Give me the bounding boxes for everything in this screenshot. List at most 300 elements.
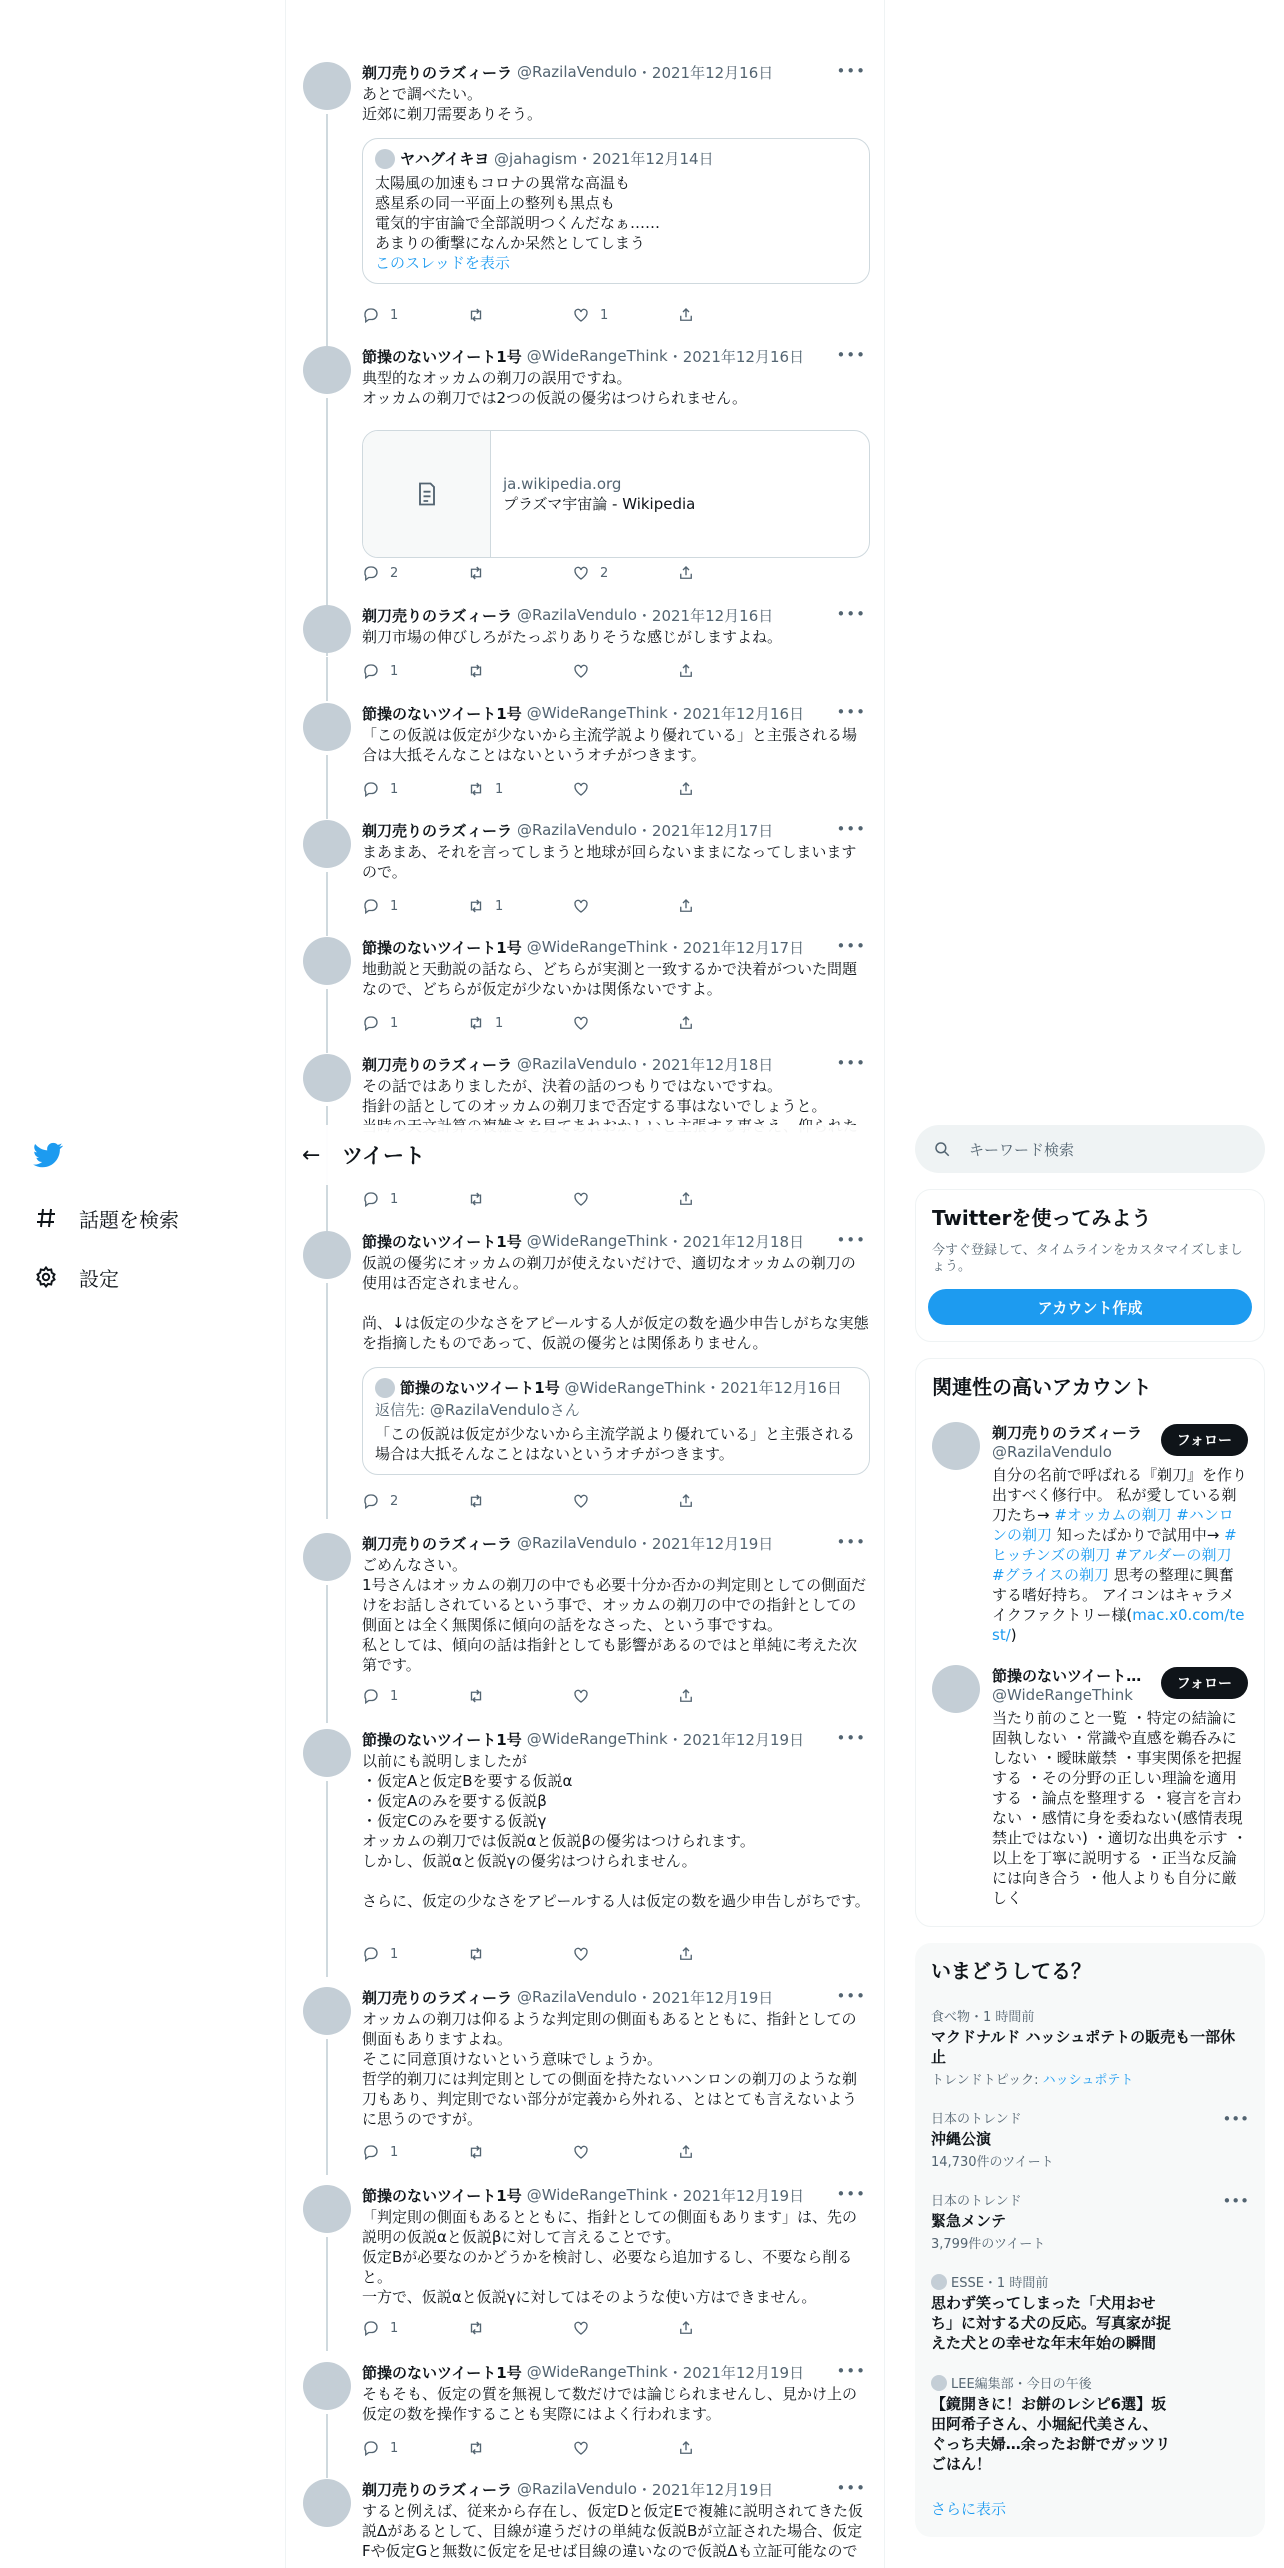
retweet-icon [467,2319,485,2337]
reply-button[interactable] [362,304,467,326]
related-accounts-title: 関連性の高いアカウント [932,1375,1152,1399]
more-icon[interactable]: ••• [836,605,866,623]
tweet-text: あとで調べたい。 近郊に剃刀需要ありそう。 [362,85,543,123]
trend-meta: ESSE・1 時間前 [951,2276,1049,2291]
share-icon [677,780,695,798]
avatar[interactable] [303,2479,351,2527]
trend-count: 14,730件のツイート [931,2155,1054,2170]
reply-button[interactable] [362,1188,467,1210]
author-handle[interactable]: @RazilaVendulo [517,63,637,81]
trend-count: 3,799件のツイート [931,2237,1046,2252]
avatar[interactable] [303,1231,351,1279]
tweet-date[interactable]: 2021年12月19日 [651,2480,774,2499]
like-button[interactable] [572,1943,677,1965]
more-icon[interactable]: ••• [836,1054,866,1072]
author-handle[interactable]: @WideRangeThink [526,704,668,722]
reply-count: 1 [390,781,399,797]
tweet-text: そもそも、仮定の質を無視して数だけでは論じられませんし、見かけ上の仮定の数を操作することも実際にはよく行われます。 [362,2385,858,2423]
share-button[interactable] [677,660,782,682]
author-name[interactable]: 節操のないツイート1号 [362,938,522,957]
retweet-icon [467,897,485,915]
thread-line [326,872,328,936]
reply-count: 1 [390,663,399,679]
share-button[interactable] [677,562,782,584]
avatar[interactable] [303,346,351,394]
retweet-button[interactable] [467,1012,572,1034]
avatar[interactable] [303,703,351,751]
quote-text: 「この仮説は仮定が少ないから主流学説より優れている」と主張される場合は大抵そんなことはないというオチがつきます。 [375,1425,856,1463]
reply-button[interactable] [362,562,467,584]
more-icon[interactable]: ••• [836,346,866,364]
reply-button[interactable] [362,660,467,682]
trend-meta: 日本のトレンド [931,2194,1022,2209]
tweet-actions [362,304,782,326]
card-domain: ja.wikipedia.org [503,475,622,493]
quote-author-name: 節操のないツイート1号 [400,1379,560,1397]
author-handle[interactable]: @RazilaVendulo [517,821,637,839]
tweet-actions [362,660,782,682]
trend-title: 【鏡開きに！お餅のレシピ6選】坂田阿希子さん、小堀紀代美さん、ぐっち夫婦…余ったお餅でガッツリごはん！ [931,2395,1171,2473]
author-handle[interactable]: @WideRangeThink [526,1232,668,1250]
retweet-button[interactable] [467,778,572,800]
tweet-actions [362,2317,782,2339]
retweet-button[interactable] [467,895,572,917]
author-name[interactable]: 剃刀売りのラズィーラ [362,63,513,82]
like-button[interactable] [572,304,677,326]
reply-icon [362,897,380,915]
trend-meta: 日本のトレンド [931,2112,1022,2127]
avatar [375,1378,395,1398]
thread-line [326,755,328,819]
reply-button[interactable] [362,1685,467,1707]
account-name[interactable]: 剃刀売りのラズィーラ [992,1424,1143,1442]
tweet-text: 仮説の優劣にオッカムの剃刀が使えないだけで、適切なオッカムの剃刀の使用は否定されません。 尚、↓は仮定の少なさをアピールする人が仮定の数を過少申告しがちな実態を指摘したものであって、仮説の優劣とは関係ありません。 [362,1254,869,1352]
follow-button[interactable]: フォロー [1161,1667,1248,1699]
reply-count: 2 [390,1493,399,1509]
author-handle[interactable]: @WideRangeThink [526,2363,668,2381]
search-input[interactable] [915,1125,1265,1173]
avatar[interactable] [303,937,351,985]
author-handle[interactable]: @RazilaVendulo [517,1988,637,2006]
reply-count: 1 [390,2144,399,2160]
thread-line [326,2237,328,2351]
share-icon [677,1190,695,1208]
signup-text: 今すぐ登録して、タイムラインをカスタマイズしましょう。 [932,1243,1243,1274]
share-button[interactable] [677,1012,782,1034]
more-icon[interactable]: ••• [836,1231,866,1249]
tweet-text: ごめんなさい。 1号さんはオッカムの剃刀の中でも必要十分か否かの判定則としての側面だけをお話しされているという事で、オッカムの剃刀の中での指針としての側面とは全く無関係に傾向の話をなさった、という事ですね。 私としては、傾向の話は指針としても影響があるのではと単純に考えた次第です。 [362,1556,867,1674]
heart-icon [572,2439,590,2457]
tweet-date[interactable]: 2021年12月17日 [682,938,805,957]
retweet-count: 1 [495,898,504,914]
reply-icon [362,780,380,798]
author-name[interactable]: 剃刀売りのラズィーラ [362,1534,513,1553]
heart-icon [572,1190,590,1208]
share-button[interactable] [677,304,782,326]
divider-right [884,0,885,2568]
page-title: ツイート [342,1144,425,1168]
avatar[interactable] [303,1533,351,1581]
reply-button[interactable] [362,1490,467,1512]
share-button[interactable] [677,2141,782,2163]
tweet-text: 典型的なオッカムの剃刀の誤用ですね。 オッカムの剃刀では2つの仮説の優劣はつけられません。 [362,369,747,407]
more-icon[interactable]: ••• [836,1533,866,1551]
retweet-button[interactable] [467,1685,572,1707]
document-icon [363,431,491,557]
more-icon[interactable]: ••• [1222,2110,1249,2128]
tweet-text: 「判定則の側面もあるとともに、指針としての側面もあります」は、先の説明の仮説αと仮説βに対して言えることです。 仮定Bが必要なのかどうかを検討し、必要なら追加するし、不要なら削ると。 一方で、仮説αと仮説γに対してはそのような使い方はできません。 [362,2208,858,2306]
author-handle[interactable]: @WideRangeThink [526,347,668,365]
reply-icon [362,662,380,680]
avatar[interactable] [932,1422,980,1470]
like-button[interactable] [572,1490,677,1512]
account-item[interactable] [916,1412,1264,1655]
quote-author-name: ヤハグイキヨ [400,150,490,168]
author-name[interactable]: 剃刀売りのラズィーラ [362,606,513,625]
trend-item[interactable] [915,2262,1265,2363]
thread-line [326,657,328,701]
heart-icon [572,780,590,798]
link-card[interactable] [362,430,870,558]
avatar [375,149,395,169]
account-bio: 当たり前のこと一覧 ・特定の結論に固執しない ・常識や直感を鵜呑みにしない ・曖昧厳禁 ・事実関係を把握する ・その分野の正しい理論を適用する ・論点を整理する ・寝言を言わない ・感情に身を委ねない(感情表現禁止ではない) ・適切な出典を示す ・以上を丁寧に説明する ・正当な反論には向き合う ・他人よりも自分に厳しく [992,1709,1248,1907]
signup-title: Twitterを使ってみよう [932,1206,1152,1230]
author-name[interactable]: 節操のないツイート1号 [362,1730,522,1749]
like-count: 2 [600,565,609,581]
more-icon[interactable]: ••• [836,62,866,80]
sidebar-item-explore[interactable] [33,1201,179,1235]
reply-count: 2 [390,565,399,581]
like-button[interactable] [572,2317,677,2339]
quote-author-handle: @WideRangeThink [564,1379,706,1397]
retweet-icon [467,1945,485,1963]
share-button[interactable] [677,1490,782,1512]
author-handle[interactable]: @WideRangeThink [526,938,668,956]
reply-button[interactable] [362,2437,467,2459]
share-icon [677,564,695,582]
more-icon[interactable]: ••• [836,2362,866,2380]
tweet-date[interactable]: 2021年12月18日 [651,1055,774,1074]
avatar[interactable] [303,1987,351,2035]
share-icon [677,2143,695,2161]
avatar[interactable] [303,820,351,868]
reply-count: 1 [390,1946,399,1962]
share-button[interactable] [677,1685,782,1707]
search-icon [933,1140,951,1158]
author-name[interactable]: 剃刀売りのラズィーラ [362,1055,513,1074]
reply-button[interactable] [362,2317,467,2339]
right-column [915,1125,1265,2537]
author-handle[interactable]: @RazilaVendulo [517,1055,637,1073]
reply-icon [362,1492,380,1510]
avatar[interactable] [303,2362,351,2410]
reply-count: 1 [390,307,399,323]
heart-icon [572,2143,590,2161]
account-handle[interactable]: @WideRangeThink [992,1686,1133,1704]
trends-panel [915,1943,1265,2537]
reply-icon [362,564,380,582]
bio-url-link[interactable]: mac.x0.com/test/ [992,1606,1245,1644]
heart-icon [572,1945,590,1963]
like-button[interactable] [572,660,677,682]
author-name[interactable]: 剃刀売りのラズィーラ [362,2480,513,2499]
retweet-icon [467,780,485,798]
retweet-icon [467,1687,485,1705]
reply-button[interactable] [362,2141,467,2163]
share-button[interactable] [677,2317,782,2339]
retweet-button[interactable] [467,2437,572,2459]
share-icon [677,1687,695,1705]
retweet-button[interactable] [467,1490,572,1512]
tweet-text: 以前にも説明しましたが ・仮定Aと仮定Bを要する仮説α ・仮定Aのみを要する仮説β ・仮定Cのみを要する仮説γ オッカムの剃刀では仮説αと仮説βの優劣はつけられます。 しかし、仮説αと仮説γの優劣はつけられません。 さらに、仮定の少なさをアピールする人は仮定の数を過少申告しがちです。 [362,1752,870,1910]
avatar[interactable] [932,1665,980,1713]
tweet-date[interactable]: 2021年12月17日 [651,821,774,840]
like-button[interactable] [572,1685,677,1707]
retweet-icon [467,1190,485,1208]
tweet-actions [362,1490,782,1512]
author-handle[interactable]: @WideRangeThink [526,2186,668,2204]
reply-count: 1 [390,1688,399,1704]
retweet-button[interactable] [467,562,572,584]
reply-count: 1 [390,2320,399,2336]
tweet-date[interactable]: 2021年12月19日 [651,1534,774,1553]
thread-line [326,2414,328,2478]
like-button[interactable] [572,2141,677,2163]
tweet-actions [362,1012,782,1034]
tweet-actions [362,1188,782,1210]
quoted-tweet[interactable]: ヤハグイキヨ @jahagism ・ 2021年12月14日 太陽風の加速もコロナの異常な高温も 惑星系の同一平面上の整列も黒点も 電気的宇宙論で全部説明つくんだなぁ…… あまりの衝撃になんか呆然としてしまう このスレッドを表示 [362,138,870,284]
tweet-actions [362,562,782,584]
news-source-avatar [931,2375,947,2391]
heart-icon [572,564,590,582]
reply-icon [362,2143,380,2161]
share-button[interactable] [677,1188,782,1210]
reply-icon [362,1945,380,1963]
tweet-actions [362,1685,782,1707]
retweet-button[interactable] [467,2317,572,2339]
heart-icon [572,306,590,324]
thread-line [326,1781,328,1977]
author-name[interactable]: 節操のないツイート1号 [362,347,522,366]
heart-icon [572,897,590,915]
quote-date: 2021年12月16日 [720,1379,842,1397]
share-icon [677,1945,695,1963]
gear-icon [33,1264,59,1290]
reply-icon [362,306,380,324]
heart-icon [572,1687,590,1705]
like-button[interactable] [572,1012,677,1034]
retweet-button[interactable] [467,1943,572,1965]
tweet-text: 「この仮説は仮定が少ないから主流学説より優れている」と主張される場合は大抵そんなことはないというオチがつきます。 [362,726,858,764]
tweet-actions [362,895,782,917]
tweet-text: すると例えば、従来から存在し、仮定Dと仮定Eで複雑に説明されてきた仮説Δがあるとして、目線が違うだけの単純な仮説Βが立証された場合、仮定Fや仮定Gと無数に仮定を足せば目線の違いなので仮説Δも立証可能なので [362,2502,864,2560]
more-icon[interactable]: ••• [836,937,866,955]
thread-line [326,1283,328,1519]
avatar[interactable] [303,1729,351,1777]
trend-title: マクドナルド ハッシュポテトの販売も一部休止 [931,2028,1236,2066]
like-button[interactable] [572,562,677,584]
like-button[interactable] [572,2437,677,2459]
retweet-icon [467,1492,485,1510]
share-button[interactable] [677,895,782,917]
author-name[interactable]: 剃刀売りのラズィーラ [362,821,513,840]
follow-button[interactable]: フォロー [1161,1424,1248,1456]
trend-meta: 食べ物・1 時間前 [931,2010,1035,2025]
back-arrow-icon[interactable]: ← [302,1142,321,1168]
sidebar-item-settings[interactable] [33,1260,119,1294]
trend-title: 思わず笑ってしまった「犬用おせち」に対する犬の反応。写真家が捉えた犬との幸せな年末年始の瞬間 [931,2294,1172,2352]
card-title: プラズマ宇宙論 - Wikipedia [503,495,696,513]
tweet-date[interactable]: 2021年12月18日 [682,1232,805,1251]
author-handle[interactable]: @WideRangeThink [526,1730,668,1748]
retweet-count: 1 [495,1015,504,1031]
retweet-icon [467,2439,485,2457]
more-icon[interactable]: ••• [836,1729,866,1747]
hashtag-link[interactable]: #オッカムの剃刀 #ハンロンの剃刀 [992,1506,1234,1544]
tweet-text: その話ではありましたが、決着の話のつもりではないですね。 指針の話としてのオッカムの剃刀まで否定する事はないでしょうと。 [362,1077,827,1115]
reply-icon [362,2439,380,2457]
reply-icon [362,1190,380,1208]
tweet-date[interactable]: 2021年12月19日 [651,1988,774,2007]
hashtag-icon [33,1205,59,1231]
like-button[interactable] [572,778,677,800]
tweet-date[interactable]: 2021年12月16日 [682,704,805,723]
tweet-date[interactable]: 2021年12月19日 [682,2363,805,2382]
twitter-logo-icon[interactable] [33,1140,63,1170]
avatar[interactable] [303,1054,351,1102]
retweet-button[interactable] [467,1188,572,1210]
hashtag-link[interactable]: #ヒッチンズの剃刀 #アルダーの剃刀 #グライスの剃刀 [992,1526,1237,1584]
author-name[interactable]: 節操のないツイート1号 [362,1232,522,1251]
avatar[interactable] [303,605,351,653]
heart-icon [572,2319,590,2337]
tweet-text: オッカムの剃刀は仰るような判定則の側面もあるとともに、指針としての側面もありますよね。 そこに同意頂けないという意味でしょうか。 哲学的剃刀には判定則としての側面を持たないハンロンの剃刀のような剃刀もあり、判定則でない部分が定義から外れる、とはとても言えないように思うのですが。 [362,2010,858,2128]
reply-count: 1 [390,2440,399,2456]
tweet-text: まあまあ、それを言ってしまうと地球が回らないままになってしまいますので。 [362,843,857,881]
avatar[interactable] [303,2185,351,2233]
trends-title: いまどうしてる？ [931,1959,1091,1983]
trend-item[interactable] [915,2363,1265,2484]
account-name[interactable]: 節操のないツイート… [992,1667,1142,1685]
share-button[interactable] [677,778,782,800]
heart-icon [572,1014,590,1032]
share-icon [677,306,695,324]
author-handle[interactable]: @RazilaVendulo [517,1534,637,1552]
trend-item[interactable] [915,2180,1265,2262]
tweet-text: 剃刀市場の伸びしろがたっぷりありそうな感じがしますよね。 [362,628,783,646]
show-thread-link[interactable]: このスレッドを表示 [375,254,510,272]
news-source-avatar [931,2274,947,2290]
tweet-date[interactable]: 2021年12月19日 [682,1730,805,1749]
retweet-button[interactable] [467,660,572,682]
more-icon[interactable]: ••• [836,703,866,721]
reply-to-label: 返信先: @RazilaVenduloさん [375,1401,580,1419]
retweet-icon [467,662,485,680]
reply-button[interactable] [362,895,467,917]
reply-count: 1 [390,898,399,914]
share-icon [677,2319,695,2337]
share-icon [677,1014,695,1032]
reply-button[interactable] [362,1012,467,1034]
author-handle[interactable]: @RazilaVendulo [517,2480,637,2498]
trend-item[interactable] [915,2098,1265,2180]
trend-topic-link[interactable]: ハッシュポテト [1042,2073,1134,2088]
tweet-date[interactable]: 2021年12月16日 [651,63,774,82]
tweet-date[interactable]: 2021年12月19日 [682,2186,805,2205]
avatar[interactable] [303,62,351,110]
reply-icon [362,1014,380,1032]
retweet-icon [467,306,485,324]
retweet-icon [467,564,485,582]
reply-button[interactable] [362,778,467,800]
retweet-icon [467,2143,485,2161]
author-name[interactable]: 剃刀売りのラズィーラ [362,1988,513,2007]
quote-text: 太陽風の加速もコロナの異常な高温も 惑星系の同一平面上の整列も黒点も 電気的宇宙論で全部説明つくんだなぁ…… あまりの衝撃になんか呆然としてしまう [375,174,661,252]
tweet-actions [362,778,782,800]
more-icon[interactable]: ••• [836,820,866,838]
more-icon[interactable]: ••• [836,1987,866,2005]
author-handle[interactable]: @RazilaVendulo [517,606,637,624]
retweet-button[interactable] [467,304,572,326]
account-handle[interactable]: @RazilaVendulo [992,1443,1112,1461]
trend-item[interactable] [915,1996,1265,2098]
more-icon[interactable]: ••• [1222,2192,1249,2210]
share-button[interactable] [677,2437,782,2459]
reply-button[interactable] [362,1943,467,1965]
sidebar-item-label: 話題を検索 [79,1207,179,1232]
timeline: 剃刀売りのラズィーラ @RazilaVendulo ・ 2021年12月16日 ••• あとで調べたい。 近郊に剃刀需要ありそう。 ヤハグイキヨ @jahagism ・ 2021年12月14日 太陽風の加速もコロナの異常な高温も 惑星系の同一平面上の整列も黒点も 電気的宇宙論で全部説明つくんだなぁ…… あまりの衝撃になんか呆然としてしまう このスレッドを表示 1 1 節操のないツイート1号 @WideRangeThink ・ 2021年12月16日 ••• 典型的なオッカムの剃刀の誤用ですね。 オッカムの剃刀では2つの仮説の優劣はつけられません。 ja.wikipedia.org プラズマ宇宙論 - Wikipedia 2 2 剃刀売りのラズィーラ @RazilaVendulo ・ 2021年12月16日 ••• 剃刀市場の伸びしろがたっぷりありそうな感じがしますよね。 1 節操のないツイート1号 @WideRangeThink ・ 2021年12月16日 ••• 「この仮説は仮定が少ないから主流学説より優れている」と主張される場合は大抵そんなことはないというオチがつきます。 1 1 剃刀売りのラズィーラ @RazilaVendulo ・ 2021年12月17日 ••• まあまあ、それを言ってしまうと地球が回らないままになってしまいますので。 1 1 節操のないツイート1号 @WideRangeThink ・ 2021年12月17日 ••• 地動説と天動説の話なら、どちらが実測と一致するかで決着がついた問題なので、どちらが仮定が少ないかは関係ないですよ。 1 1 剃刀売りのラズィーラ @RazilaVendulo ・ 2021年12月18日 ••• その話ではありましたが、決着の話のつもりではないですね。 指針の話としてのオッカムの剃刀まで否定する事はないでしょうと。 1 節操のないツイート1号 @WideRangeThink ・ 2021年12月18日 ••• 仮説の優劣にオッカムの剃刀が使えないだけで、適切なオッカムの剃刀の使用は否定されません。 尚、↓は仮定の少なさをアピールする人が仮定の数を過少申告しがちな実態を指摘したものであって、仮説の優劣とは関係ありません。 節操のないツイート1号 @WideRangeThink ・ 2021年12月16日 返信先: @RazilaVenduloさん 「この仮説は仮定が少ないから主流学説より優れている」と主張される場合は大抵そんなことはないというオチがつきます。 2 剃刀売りのラズィーラ @RazilaVendulo ・ 2021年12月19日 ••• ごめんなさい。 1号さんはオッカムの剃刀の中でも必要十分か否かの判定則としての側面だけをお話しされているという事で、オッカムの剃刀の中での指針としての側面とは全く無関係に傾向の話をなさった、という事ですね。 私としては、傾向の話は指針としても影響があるのではと単純に考えた次第です。 1 節操のないツイート1号 @WideRangeThink ・ 2021年12月19日 ••• 以前にも説明しましたが ・仮定Aと仮定Bを要する仮説α ・仮定Aのみを要する仮説β ・仮定Cのみを要する仮説γ オッカムの剃刀では仮説αと仮説βの優劣はつけられます。 しかし、仮説αと仮説γの優劣はつけられません。 さらに、仮定の少なさをアピールする人は仮定の数を過少申告しがちです。 1 剃刀売りのラズィーラ @RazilaVendulo ・ 2021年12月19日 ••• オッカムの剃刀は仰るような判定則の側面もあるとともに、指針としての側面もありますよね。 そこに同意頂けないという意味でしょうか。 哲学的剃刀には判定則としての側面を持たないハンロンの剃刀のような剃刀もあり、判定則でない部分が定義から外れる、とはとても言えないように思うのですが。 1 節操のないツイート1号 @WideRangeThink ・ 2021年12月19日 ••• 「判定則の側面もあるとともに、指針としての側面もあります」は、先の説明の仮説αと仮説βに対して言えることです。 仮定Bが必要なのかどうかを検討し、必要なら追加するし、不要なら削ると。 一方で、仮説αと仮説γに対してはそのような使い方はできません。 1 節操のないツイート1号 @WideRangeThink ・ 2021年12月19日 ••• そもそも、仮定の質を無視して数だけでは論じられませんし、見かけ上の仮定の数を操作することも実際にはよく行われます。 1 剃刀売りのラズィーラ @RazilaVendulo ・ 2021年12月19日 ••• すると例えば、従来から存在し、仮定Dと仮定Eで複雑に説明されてきた仮説Δがあるとして、目線が違うだけの単純な仮説Βが立証された場合、仮定Fや仮定Gと無数に仮定を足せば目線の違いなので仮説Δも立証可能なので [286,0,884,2568]
retweet-button[interactable] [467,2141,572,2163]
retweet-count: 1 [495,781,504,797]
quoted-tweet[interactable]: 節操のないツイート1号 @WideRangeThink ・ 2021年12月16日 返信先: @RazilaVenduloさん 「この仮説は仮定が少ないから主流学説より優れている」と主張される場合は大抵そんなことはないというオチがつきます。 [362,1367,870,1475]
thread-line [326,989,328,1053]
related-accounts-panel [915,1358,1265,1927]
tweet-date[interactable]: 2021年12月16日 [682,347,805,366]
more-icon[interactable]: ••• [836,2479,866,2497]
like-button[interactable] [572,1188,677,1210]
share-icon [677,897,695,915]
quote-author-handle: @jahagism [494,150,578,168]
create-account-button[interactable]: アカウント作成 [928,1289,1252,1325]
account-item[interactable] [916,1655,1264,1918]
quote-date: 2021年12月14日 [592,150,714,168]
reply-icon [362,2319,380,2337]
tweet-actions [362,2141,782,2163]
author-name[interactable]: 節操のないツイート1号 [362,2186,522,2205]
like-button[interactable] [572,895,677,917]
tweet-actions [362,1943,782,1965]
show-more-link[interactable]: さらに表示 [931,2500,1007,2518]
trend-meta: LEE編集部・今日の午後 [951,2377,1092,2392]
author-name[interactable]: 節操のないツイート1号 [362,704,522,723]
trend-title: 沖縄公演 [931,2130,992,2148]
sidebar-item-label: 設定 [79,1266,119,1291]
more-icon[interactable]: ••• [836,2185,866,2203]
tweet-actions [362,2437,782,2459]
reply-icon [362,1687,380,1705]
signup-panel [915,1189,1265,1342]
heart-icon [572,662,590,680]
author-name[interactable]: 節操のないツイート1号 [362,2363,522,2382]
tweet-date[interactable]: 2021年12月16日 [651,606,774,625]
search-placeholder: キーワード検索 [969,1140,1075,1159]
trend-topic-label: トレンドトピック: [931,2073,1043,2088]
account-bio: 自分の名前で呼ばれる『剃刀』を作り出すべく修行中。 私が愛している剃刀たち→ #オッカムの剃刀 #ハンロンの剃刀 知ったばかりで試用中→ #ヒッチンズの剃刀 #アルダーの剃刀 #グライスの剃刀 思考の整理に興奮する嗜好持ち。 アイコンはキャラメイクファクトリー様(mac.x0.com/test/) [992,1466,1248,1644]
heart-icon [572,1492,590,1510]
share-button[interactable] [677,1943,782,1965]
share-icon [677,2439,695,2457]
like-count: 1 [600,307,609,323]
